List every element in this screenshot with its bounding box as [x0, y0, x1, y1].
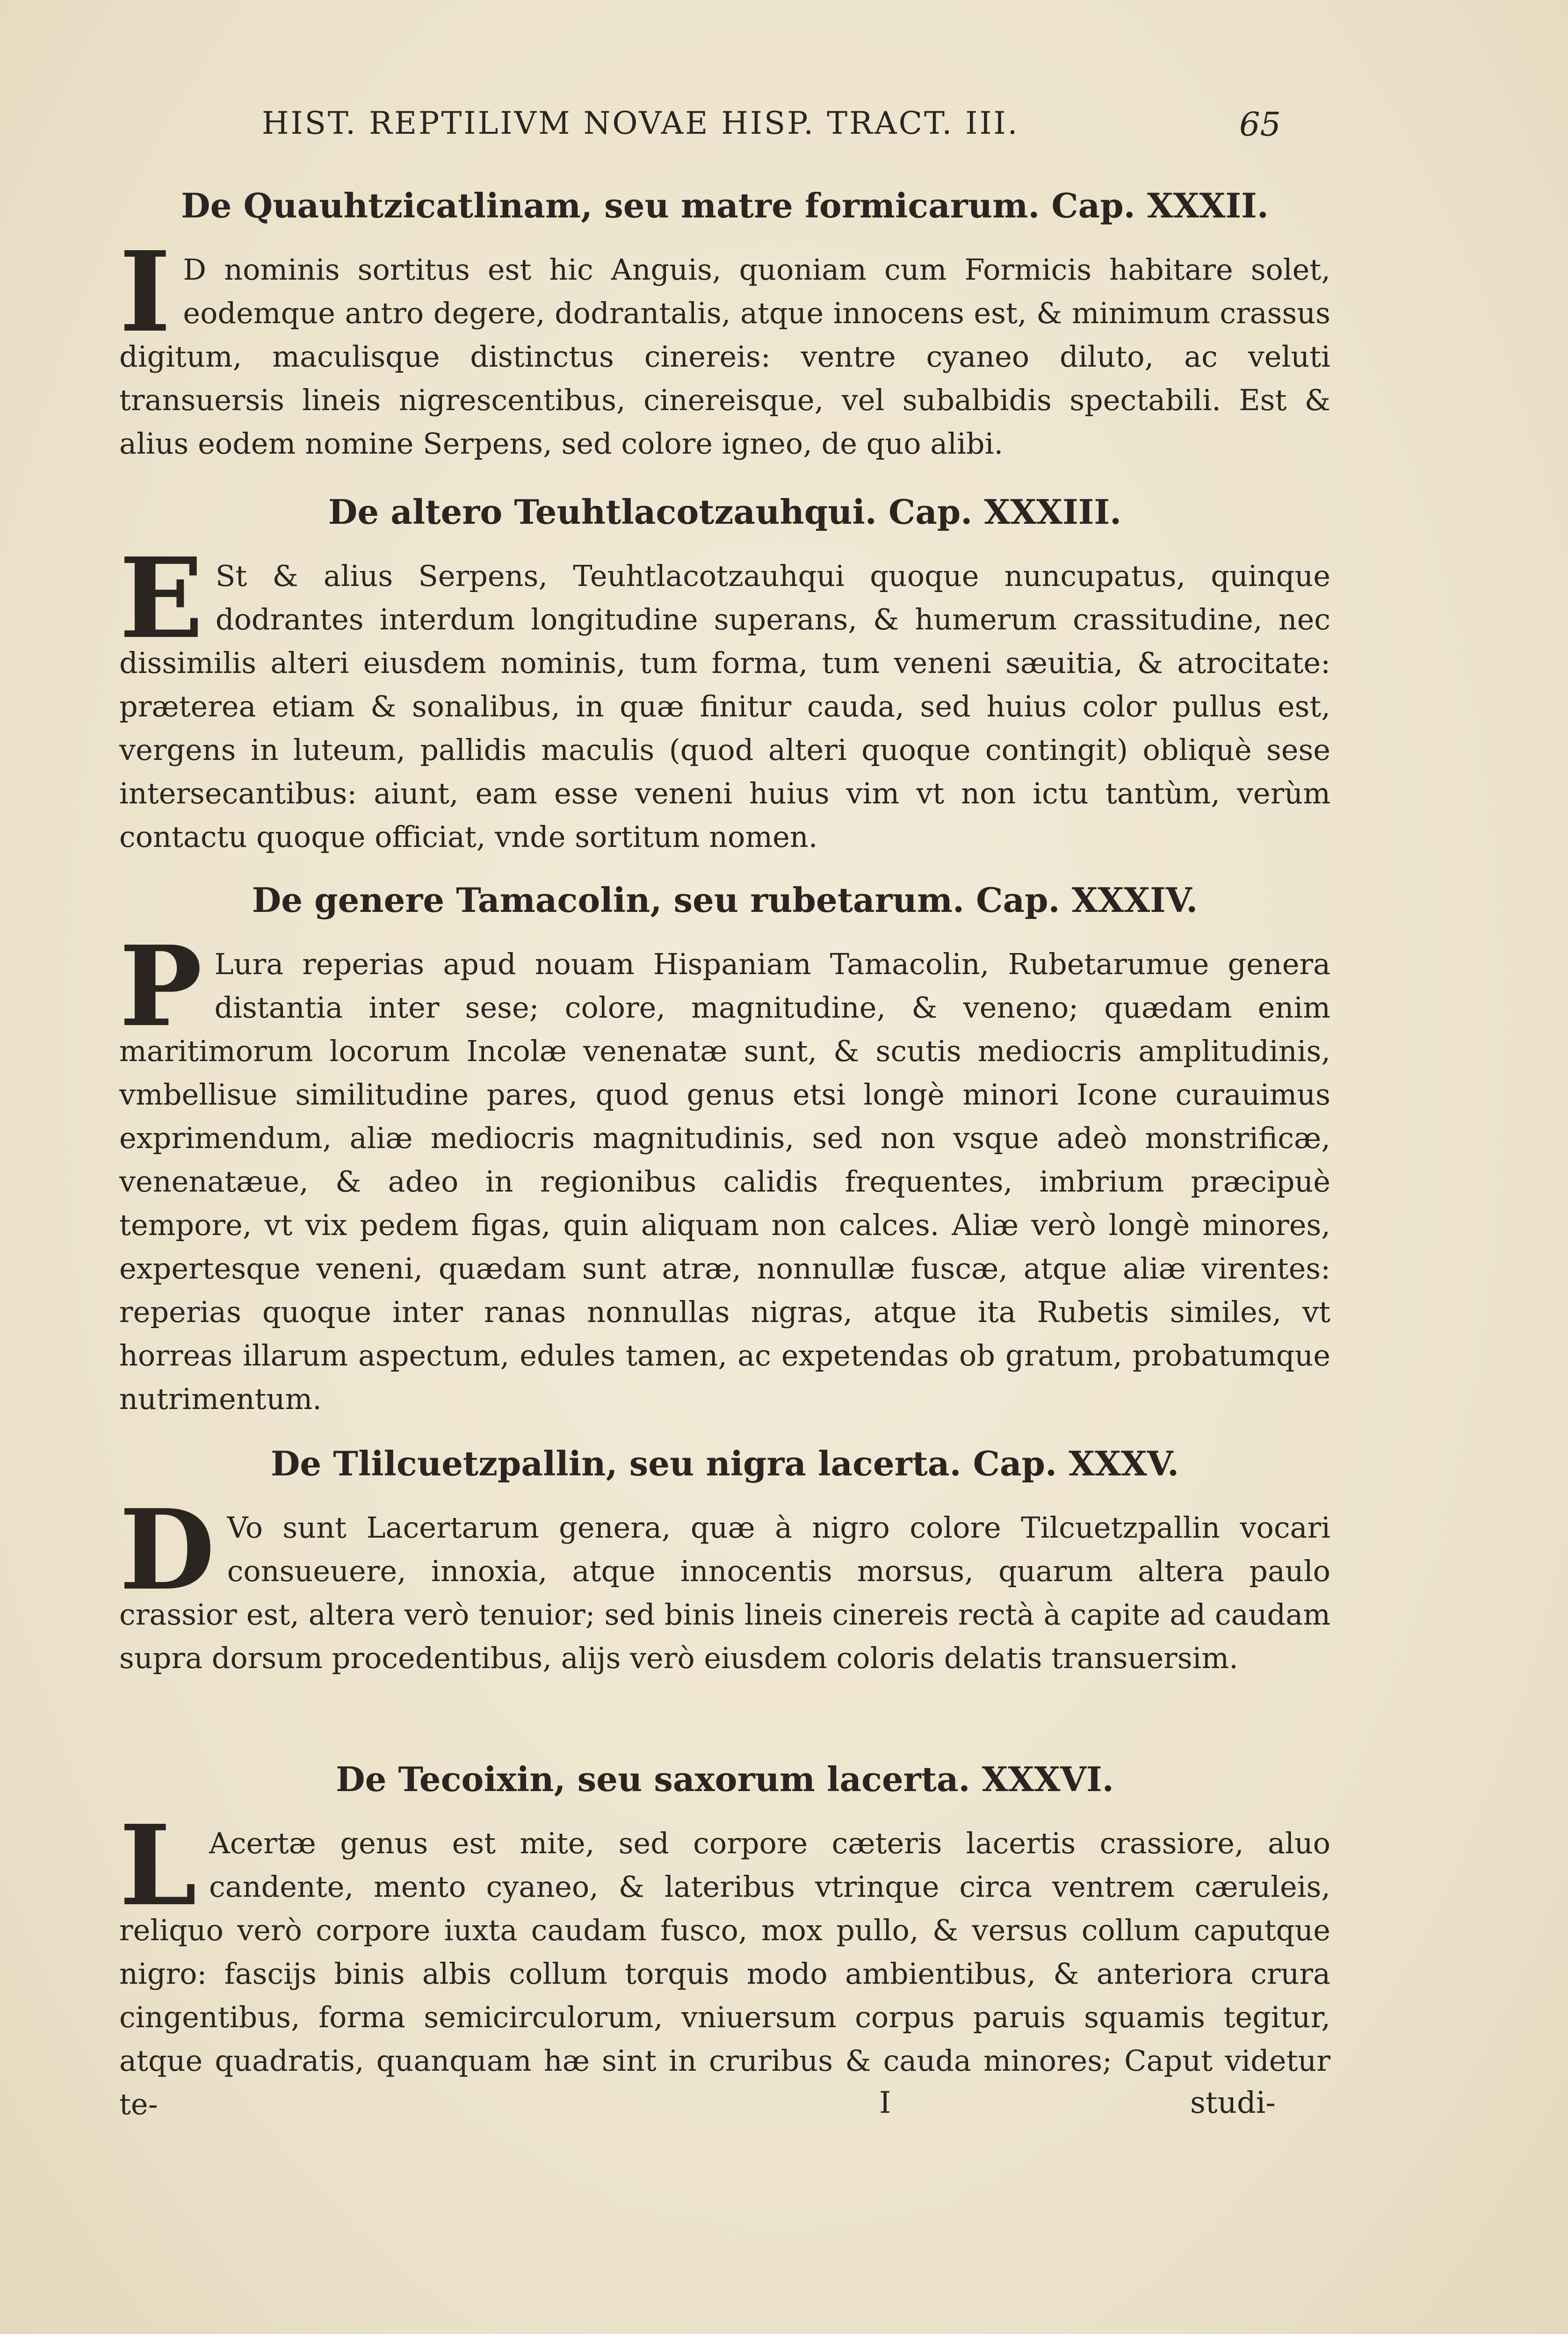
drop-capital: D [119, 1485, 215, 1615]
drop-capital: I [119, 227, 171, 357]
chapter-body [119, 1800, 1330, 2126]
chapter-body [119, 921, 1330, 1421]
chapter-36 [119, 1756, 1330, 2126]
chapter-body [119, 1485, 1330, 1680]
chapter-32 [119, 182, 1330, 465]
chapter-text: St & alius Serpens, Teuhtlacotzauhqui quoque nuncupatus, quinque dodrantes interdum longitudine superans, & humerum crassitudine, nec dissimilis alteri eiusdem nominis, tum forma, tum veneni sæuitia, & atrocitate: præterea etiam & sonalibus, in quæ finitur cauda, sed huius color pullus est, vergens in luteum, pallidis maculis (quod alteri quoque contingit) obliquè sese intersecantibus: aiunt, eam esse veneni huius vim vt non ictu tantùm, verùm contactu quoque officiat, vnde sortitum nomen. [119, 559, 1330, 854]
chapter-title: De Quauhtzicatlinam, seu matre formicarum. Cap. XXXII. [181, 186, 1269, 225]
chapter-35 [119, 1440, 1330, 1680]
chapter-body [119, 227, 1330, 465]
chapter-text: Vo sunt Lacertarum genera, quæ à nigro colore Tilcuetzpallin vocari consueuere, innoxia, atque innocentis morsus, quarum altera paulo crassior est, altera verò tenuior; sed binis lineis cinereis rectà à capite ad caudam supra dorsum procedentibus, alijs verò eiusdem coloris delatis transuersim. [119, 1510, 1330, 1675]
running-head: HIST. REPTILIVM NOVAE HISP. TRACT. III. [262, 105, 1019, 141]
chapter-title: De Tlilcuetzpallin, seu nigra lacerta. Cap. XXXV. [270, 1444, 1179, 1483]
chapter-text: Lura reperias apud nouam Hispaniam Tamacolin, Rubetarumue genera distantia inter sese; colore, magnitudine, & veneno; quædam enim maritimorum locorum Incolæ venenatæ sunt, & scutis mediocris amplitudinis, vmbellisue similitudine pares, quod genus etsi longè minori Icone curauimus exprimendum, aliæ mediocris magnitudinis, sed non vsque adeò monstrificæ, venenatæue, & adeo in regionibus calidis frequentes, imbrium præcipuè tempore, vt vix pedem figas, quin aliquam non calces. Aliæ verò longè minores, expertesque veneni, quædam sunt atræ, nonnullæ fuscæ, atque aliæ virentes: reperias quoque inter ranas nonnullas nigras, atque ita Rubetis similes, vt horreas illarum aspectum, edules tamen, ac expetendas ob gratum, probatumque nutrimentum. [119, 947, 1330, 1416]
chapter-title: De altero Teuhtlacotzauhqui. Cap. XXXIII. [328, 492, 1122, 532]
chapter-title: De Tecoixin, seu saxorum lacerta. XXXVI. [336, 1759, 1114, 1799]
drop-capital: E [119, 533, 203, 663]
signature-mark: I [879, 2086, 891, 2120]
chapter-title: De genere Tamacolin, seu rubetarum. Cap. XXXIV. [252, 880, 1198, 920]
chapter-33 [119, 489, 1330, 859]
catchword: studi- [1190, 2086, 1276, 2120]
chapter-body [119, 533, 1330, 859]
chapter-text: Acertæ genus est mite, sed corpore cæteris lacertis crassiore, aluo candente, mento cyaneo, & lateribus vtrinque circa ventrem cæruleis, reliquo verò corpore iuxta caudam fusco, mox pullo, & versus collum caputque nigro: fascijs binis albis collum torquis modo ambientibus, & anteriora crura cingentibus, forma semicirculorum, vniuersum corpus paruis squamis tegitur, atque quadratis, quanquam hæ sint in cruribus & cauda minores; Caput videtur te- [119, 1826, 1330, 2121]
chapter-text: D nominis sortitus est hic Anguis, quoniam cum Formicis habitare solet, eodemque antro degere, dodrantalis, atque innocens est, & minimum crassus digitum, maculisque distinctus cinereis: ventre cyaneo diluto, ac veluti transuersis lineis nigrescentibus, cinereisque, vel subalbidis spectabili. Est & alius eodem nomine Serpens, sed colore igneo, de quo alibi. [119, 253, 1330, 461]
drop-capital: P [119, 921, 202, 1051]
chapter-34 [119, 877, 1330, 1421]
page-number: 65 [1239, 105, 1281, 144]
drop-capital: L [119, 1800, 197, 1930]
